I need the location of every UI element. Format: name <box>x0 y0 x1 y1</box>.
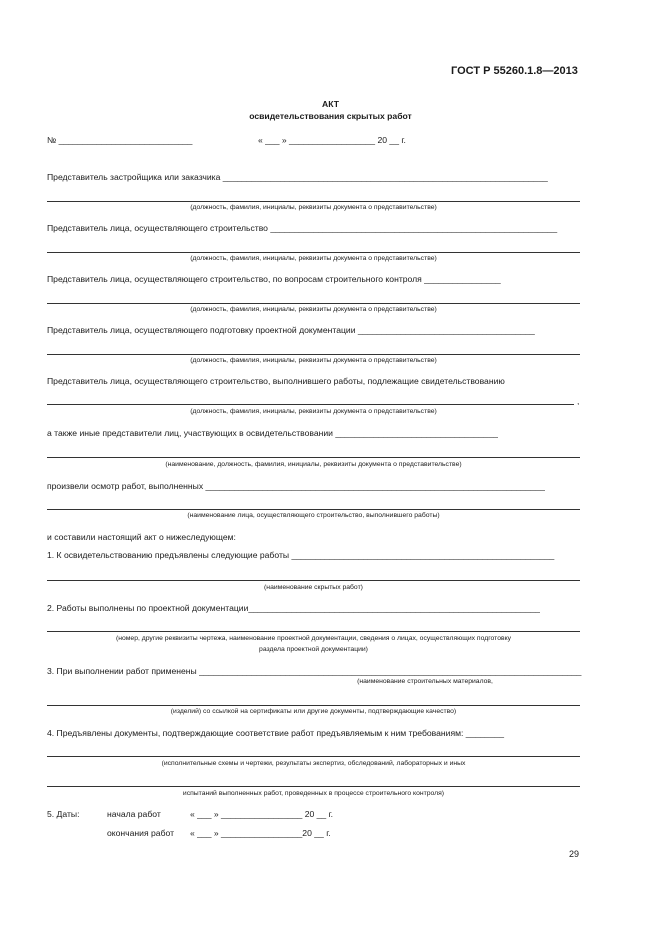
item1-line <box>47 580 580 581</box>
item3-label: 3. При выполнении работ применены ________________________________________________________________________________ <box>47 666 582 676</box>
item4-label: 4. Предъявлены документы, подтверждающие соответствие работ предъявляемым к ним требованиям: ________ <box>47 728 505 738</box>
performer-rep-comma: , <box>577 396 580 406</box>
performer-rep-line <box>47 404 574 405</box>
act-subtitle: освидетельствования скрытых работ <box>249 111 412 121</box>
performer-rep-label: Представитель лица, осуществляющего строительство, выполнившего работы, подлежащие свидетельствованию <box>47 376 505 386</box>
developer-rep-line <box>47 201 580 202</box>
inspection-line <box>47 509 580 510</box>
act-date-field: « ___ » __________________ 20 __ г. <box>258 135 406 145</box>
end-date-field: « ___ » _________________20 __ г. <box>190 828 331 838</box>
inspection-caption: (наименование лица, осуществляющего строительство, выполнившего работы) <box>187 512 440 519</box>
builder-rep-caption: (должность, фамилия, инициалы, реквизиты документа о представительстве) <box>190 255 437 262</box>
developer-rep-caption: (должность, фамилия, инициалы, реквизиты документа о представительстве) <box>190 204 437 211</box>
item4-line-2 <box>47 786 580 787</box>
document-code: ГОСТ Р 55260.1.8—2013 <box>451 65 578 77</box>
start-date-field: « ___ » _________________ 20 __ г. <box>190 809 334 819</box>
item1-caption: (наименование скрытых работ) <box>264 584 363 591</box>
item2-caption-1: (номер, другие реквизиты чертежа, наименование проектной документации, сведения о лицах, осуществляющих подготовку <box>115 635 512 642</box>
others-line <box>47 457 580 458</box>
builder-rep-label: Представитель лица, осуществляющего строительство ____________________________________________________________ <box>47 223 558 233</box>
item3-caption-1: (наименование строительных материалов, <box>357 678 493 685</box>
act-number-field: № ____________________________ <box>47 135 193 145</box>
compiled-statement: и составили настоящий акт о нижеследующем: <box>47 532 236 542</box>
design-rep-line <box>47 354 580 355</box>
control-rep-line <box>47 303 580 304</box>
item2-line <box>47 631 580 632</box>
performer-rep-caption: (должность, фамилия, инициалы, реквизиты документа о представительстве) <box>190 408 437 415</box>
others-caption: (наименование, должность, фамилия, инициалы, реквизиты документа о представительстве) <box>165 461 462 468</box>
item4-line-1 <box>47 756 580 757</box>
design-rep-label: Представитель лица, осуществляющего подготовку проектной документации _____________________________________ <box>47 325 535 335</box>
item2-caption-2: раздела проектной документации) <box>259 646 368 653</box>
page-number: 29 <box>569 849 580 859</box>
others-label: а также иные представители лиц, участвующих в освидетельствовании __________________________________ <box>47 428 498 438</box>
design-rep-caption: (должность, фамилия, инициалы, реквизиты документа о представительстве) <box>190 357 437 364</box>
item1-label: 1. К освидетельствованию предъявлены следующие работы _______________________________________________________ <box>47 550 555 560</box>
item3-caption-2: (изделий) со ссылкой на сертификаты или другие документы, подтверждающие качество) <box>170 708 457 715</box>
end-date-label: окончания работ <box>107 828 175 838</box>
control-rep-label: Представитель лица, осуществляющего строительство, по вопросам строительного контроля ________________ <box>47 274 501 284</box>
start-date-label: начала работ <box>107 809 161 819</box>
control-rep-caption: (должность, фамилия, инициалы, реквизиты документа о представительстве) <box>190 306 437 313</box>
item4-caption-1: (исполнительные схемы и чертежи, результаты экспертиз, обследований, лабораторных и иных <box>161 760 466 767</box>
item2-label: 2. Работы выполнены по проектной документации_____________________________________________________________ <box>47 603 540 613</box>
item4-caption-2: испытаний выполненных работ, проведенных в процессе строительного контроля) <box>182 790 445 797</box>
inspection-label: произвели осмотр работ, выполненных _______________________________________________________________________ <box>47 481 545 491</box>
item3-line <box>47 705 580 706</box>
act-title: АКТ <box>322 99 339 109</box>
developer-rep-label: Представитель застройщика или заказчика ____________________________________________________________________ <box>47 172 548 182</box>
builder-rep-line <box>47 252 580 253</box>
item5-label: 5. Даты: <box>47 809 80 819</box>
